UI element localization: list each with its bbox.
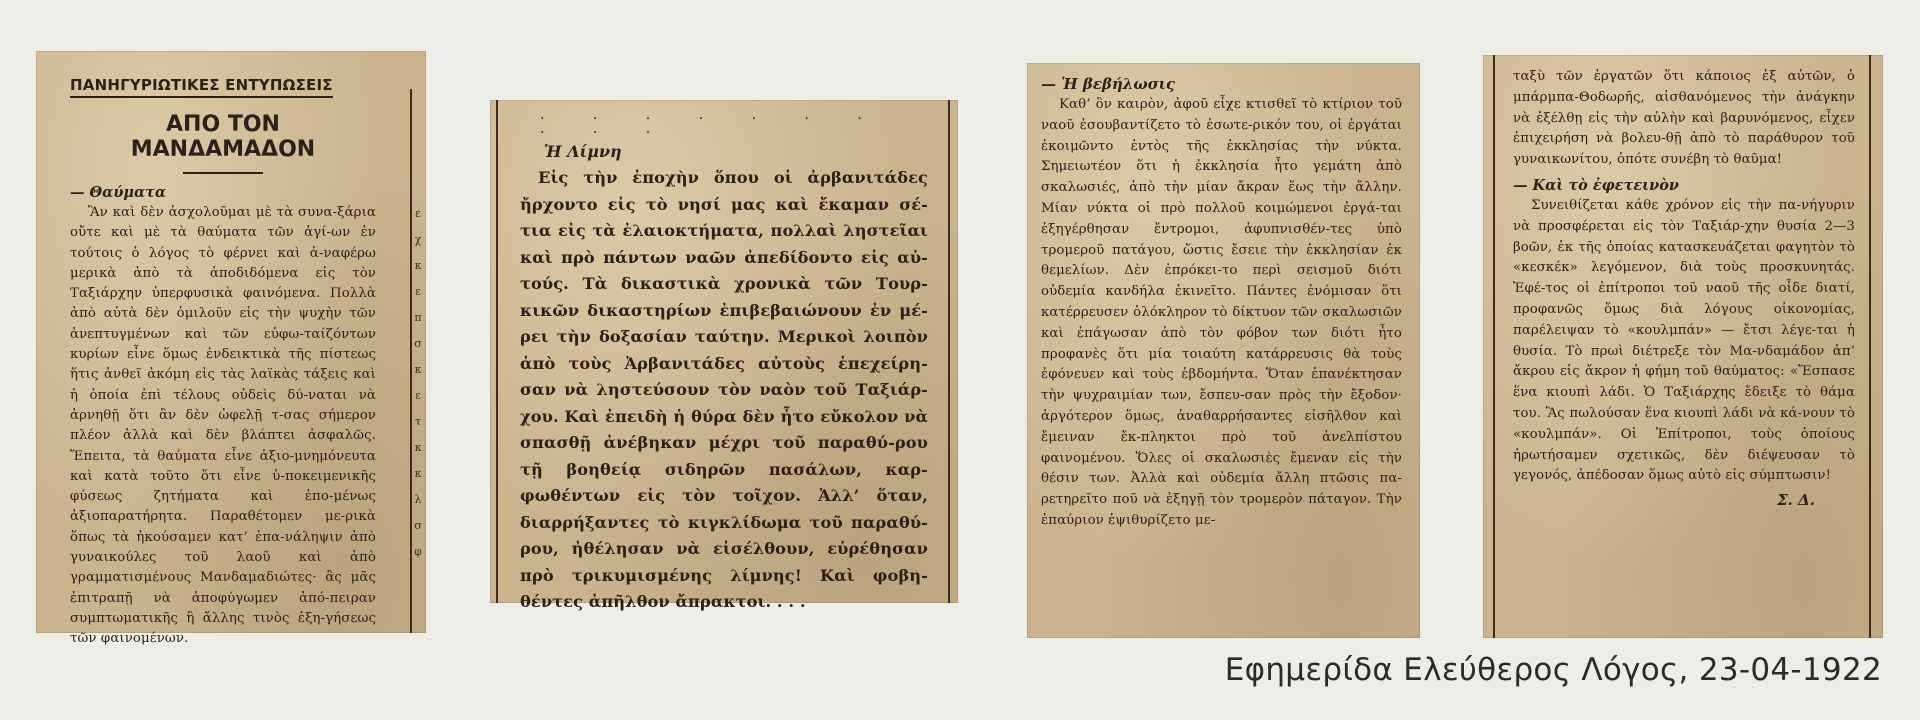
author-signature: Σ. Δ. bbox=[1777, 491, 1815, 510]
clipping-1 bbox=[36, 51, 426, 647]
column-rule bbox=[1493, 55, 1495, 638]
dotted-separator: . . . . . . . . . . bbox=[540, 107, 884, 137]
adjacent-column-fragment: ε χ κ ε π σ κ ε τ κ κ λ σ φ bbox=[414, 207, 422, 558]
section-heading: — Ἡ βεβήλωσις bbox=[1041, 75, 1176, 93]
title-divider bbox=[183, 172, 263, 174]
article-paragraph: Ἂν καὶ δὲν ἀσχολοῦμαι μὲ τὰ συνα-ξάρια οὔτε καὶ μὲ τὰ θαύματα τῶν ἁγί-ων ἐν τούτοις ὁ λόγος τὸ φέρνει καὶ ἀ-ναφέρω μερικὰ ἀπὸ τὰ ἀποδιδόμενα εἰς τὸν Ταξιάρχην ὑπερφυσικὰ φαινόμενα. Πολλὰ ἀπὸ αὐτὰ δὲν ὁμιλοῦν εἰς τὴν ψυχὴν τῶν ἀνεπτυγμένων καὶ τῶν εὐφω-ταίζόντων κυρίων εἶνε ὅμως ἐνδεικτικὰ τῆς πίστεως ἥτις ἀνθεῖ ἀκόμη εἰς τὰς λαϊκὰς τάξεις καὶ ἡ ὁποία ἐπὶ τέλους οὐδεὶς δύ-ναται νὰ ἀρνηθῇ ὅτι ἂν δὲν ὠφελῇ τ-σας σήμερον πλέον ἀλλὰ καὶ δὲν βλάπτει ἀσφαλῶς. Ἔπειτα, τὰ θαύματα εἶνε ἀξιο-μνημόνευτα καὶ κατὰ τοῦτο ὅτι εἶνε ὑ-ποκειμενικῆς φύσεως ζητήματα καὶ ἐπο-μένως ἀξιοπαρατήρητα. Παραθέτομεν με-ρικὰ ὅπως τὰ ἠκούσαμεν κατ’ ἐπα-νάληψιν ἀπὸ γυναικούλες τοῦ λαοῦ καὶ ἀπὸ γραμματισμένους Μανδαμαδιώτες· ἂς μᾶς ἐπιτραπῇ νὰ ἀποφύγωμεν ἀπό-πειραν συμπτωματικῆς ἢ ἄλλης τινὸς ἐξη-γήσεως τῶν φαινομένων. bbox=[70, 205, 376, 647]
article-title: ΑΠΟ ΤΟΝ ΜΑΝΔΑΜΑΔΟΝ bbox=[130, 112, 316, 162]
section-heading: Ἡ Λίμνη bbox=[544, 142, 622, 161]
clipping-3 bbox=[1027, 63, 1420, 638]
column-rule bbox=[1869, 55, 1871, 638]
clipping-2 bbox=[490, 100, 958, 611]
source-caption: Εφημερίδα Ελεύθερος Λόγος, 23-04-1922 bbox=[1224, 652, 1882, 688]
article-paragraph: Συνειθίζεται κάθε χρόνον εἰς τὴν πα-νήγυριν νὰ προσφέρεται εἰς τὸν Ταξιάρ-χην θυσία 2—3 βοῶν, ἐκ τῆς ὁποίας κατασκευάζεται φαγητὸν τὸ «κεσκέκ» λεγόμενον, διὰ τοὺς προσκυνητάς. Ἐφέ-τος οἱ ἐπίτροποι τοῦ ναοῦ τῆς οἶδε διατί, προφανῶς ὅμως διὰ λόγους οἰκονομίας, παρέλειψαν τὸ «κουλμπάν» — ἔτσι λέγε-ται ἡ θυσία. Τὸ πρωὶ διέτρεξε τὸν Μα-νδαμάδον ἀπ’ ἄκρου εἰς ἄκρον ἡ φήμη τοῦ θαύματος: «Ἔσπασε ἕνα κιουπὶ λάδι. Ὁ Ταξιάρχης ἔδειξε τὸ θάμα του. Ἂς πωλούσαν ἕνα κιουπὶ λάδι νὰ κά-νουν τὸ «κουλμπάν». Οἱ Ἐπίτροποι, τοὺς ὁποίους ἠρωτήσαμεν σχετικῶς, δὲν διέψευσαν τὸ γεγονός, ἀπέδοσαν ὅμως αὐτὸ εἰς σύμπτωσιν! bbox=[1513, 197, 1855, 484]
article-paragraph: ταξὺ τῶν ἐργατῶν ὅτι κάποιος ἐξ αὐτῶν, ὁ μπάρμπα-Θοδωρῆς, αἰσθανόμενος τὴν ἀνάγκην νὰ ἐξέλθῃ εἰς τὴν αὐλὴν καὶ βαρυνόμενος, εἶχεν ἐπιχειρήση νὰ βολευ-θῇ ἀπὸ τὸ παράθυρον τοῦ γυναικωνίτου, ὁπότε συνέβη τὸ θαῦμα! bbox=[1513, 69, 1855, 168]
clipping-4 bbox=[1483, 55, 1883, 638]
article-paragraph: Εἰς τὴν ἐποχὴν ὅπου οἱ ἀρβανιτάδες ἤρχοντο εἰς τὸ νησί μας καὶ ἔκαμαν σέ-τια εἰς τὰ ἐλαιοκτήματα, πολλαὶ ληστεῖαι καὶ πρὸ πάντων ναῶν ἀπεδίδοντο εἰς αὐ-τούς. Τὰ δικαστικὰ χρονικὰ τῶν Τουρ-κικῶν δικαστηρίων ἐπιβεβαιώνουν ἐν μέ-ρει τὴν δοξασίαν ταύτην. Μερικοὶ λοιπὸν ἀπὸ τοὺς Ἀρβανιτάδες αὐτοὺς ἐπεχείρη-σαν νὰ ληστεύσουν τὸν ναὸν τοῦ Ταξιάρ-χου. Καὶ ἐπειδὴ ἡ θύρα δὲν ἦτο εὔκολον νὰ σπασθῇ ἀνέβηκαν μέχρι τοῦ παραθύ-ρου τῇ βοηθείᾳ σιδηρῶν πασάλων, καρ-φωθέντων εἰς τὸν τοῖχον. Ἀλλ’ ὅταν, διαρρήξαντες τὸ κιγκλίδωμα τοῦ παραθύ-ρου, ἠθέλησαν νὰ εἰσέλθουν, εὑρέθησαν πρὸ τρικυμισμένης λίμνης! Καὶ φοβη-θέντες ἀπῆλθον ἄπρακτοι. . . . bbox=[520, 168, 928, 611]
column-rule bbox=[496, 100, 498, 603]
column-rule bbox=[948, 100, 950, 603]
article-paragraph: Καθ’ ὃν καιρὸν, ἀφοῦ εἶχε κτισθεῖ τὸ κτίριον τοῦ ναοῦ ἐσουβαντίζετο τὸ ἐσωτε-ρικόν του, οἱ ἐργάται ἐκοιμῶντο ἐντὸς τῆς ἐκκλησίας τὴν νύκτα. Σημειωτέον ὅτι ἡ ἐκκλησία ἦτο γεμάτη ἀπὸ σκαλωσιές, ἀπὸ τὴν μίαν ἄκραν ἕως τὴν ἄλλην. Μίαν νύκτα οἱ πρὸ πολλοῦ κοιμώμενοι ἐργά-ται ἐξηγέρθησαν ἔντρομοι, ἀφυπνισθέν-τες ὑπὸ τρομεροῦ πατάγου, ὥστις ἔσειε τὴν ἐκκλησίαν ἐκ θεμελίων. Δὲν ἐπρόκει-το περὶ σεισμοῦ διότι οὐδεμία κανδήλα ἐκινεῖτο. Πάντες ἐνόμισαν ὅτι κατέρρευσεν ὁλόκληρον τὸ δίκτυον τῶν σκαλωσιῶν καὶ ἐπάγωσαν ἀπὸ τὸν φόβον των διότι ἦτο προφανὲς ὅτι μία τοιαύτη κατάρρευσις θὰ τοὺς ἐφόνευεν καὶ τοὺς ἑβδομήντα. Ὅταν ἐπανέκτησαν τὴν ψυχραιμίαν των, ἔσπευ-σαν πρὸς τὴν ἔξοδον· ἀργότερον ὅμως, ἀναθαρρήσαντες εἰσῆλθον καὶ ἔμειναν ἔκ-πληκτοι πρὸ τοῦ ἀνελπίστου φαινομένου. Ὅλες οἱ σκαλωσιὲς ἔμεναν εἰς τὴν θέσιν των. Ἀλλὰ καὶ οὐδεμία ἄλλη πτῶσις πα-ρετηρεῖτο ποῦ νὰ ἐξηγῇ τὸν τρομερὸν πάταγον. Τὴν ἐπαύριον ἐψιθυρίζετο με- bbox=[1041, 97, 1402, 528]
section-heading: — Καὶ τὸ ἐφετεινὸν bbox=[1513, 176, 1679, 194]
section-heading: — Θαύματα bbox=[70, 184, 167, 201]
article-supertitle: ΠΑΝΗΓΥΡΙΩΤΙΚΕΣ ΕΝΤΥΠΩΣΕΙΣ bbox=[70, 76, 333, 98]
